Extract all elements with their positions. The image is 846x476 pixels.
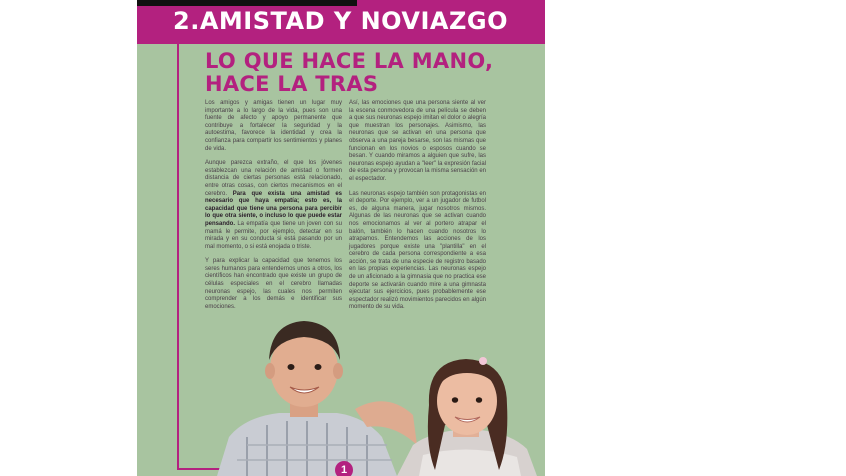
boy-figure (217, 321, 397, 476)
paragraph-intro: Aunque parezca extraño, el que los jóvenes establezcan una relación de amistad o formen distancia de ciertas personas está relacionado, entre otras cosas, con ciertos mecanismos en el cerebro. (205, 160, 342, 197)
paragraph: Los amigos y amigas tienen un lugar muy importante a lo largo de la vida, pues son una fuente de afecto y apoyo permanente que contribuye a fortalecer la seguridad y la autoestima, favorece la identidad y crea la confianza para compartir los sentimientos y planes de vida. (205, 100, 342, 152)
frame-line-left (177, 44, 179, 470)
paragraph: Las neuronas espejo también son protagonistas en el deporte. Por ejemplo, ver a un jugador de futbol es, de alguna manera, jugar nosotros mismos. Algunas de las neuronas que se activan cuando nos emocionamos al ver al portero atrapar el balón, también lo hacen cuando nosotros lo atrapamos. Entendemos las acciones de los jugadores porque existe una "plantilla" en el cerebro de cada persona correspondiente a esa acción, se trata de una especie de registro basado en las propias experiencias. Las neuronas espejo de un aficionado a la gimnasia que no practica ese deporte se activarán cuando mire a una gimnasta ejecutar sus ejercicios, pues probablemente ese espectador realizó movimientos parecidos en algún momento de su vida. (349, 190, 486, 311)
text-column-left (205, 100, 342, 318)
paragraph (205, 160, 342, 251)
page-number-badge: 1 (335, 461, 353, 476)
section-header-bar (137, 0, 545, 44)
paragraph-bold-text: Para que exista una amistad es necesario que haya empatía; esto es, la capacidad que tiene una persona para percibir lo que otra siente, o incluso lo que puede estar pensando. (205, 190, 342, 227)
paragraph: Así, las emociones que una persona siente al ver la escena conmovedora de una película se deben a que sus neuronas espejo imitan el dolor o alegría que muestran los personajes. Asimismo, las neuronas que se activan en una persona que observa a una pareja besarse, son las mismas que funcionan en los novios o esposos cuando se besan. Y cuando miramos a alguien que sufre, las neuronas espejo ayudan a "leer" la expresión facial de esta persona y provocan la misma sensación en el espectador. (349, 100, 486, 182)
children-photo (187, 305, 545, 476)
paragraph: Y para explicar la capacidad que tenemos los seres humanos para entendernos unos a otros, los científicos han encontrado que existe un grupo de células especiales en el cerebro llamadas neuronas espejo, las cuales nos permiten comprender a los demás e identificar sus emociones. (205, 258, 342, 310)
top-black-strip (137, 0, 357, 6)
text-column-right (349, 100, 486, 319)
headline-line-1: LO QUE HACE LA MANO, (205, 49, 494, 73)
paragraph-tail: La empatía que tiene un joven con su mamá le permite, por ejemplo, detectar en su mirada y en su conducta si está pasando por un mal momento, o si está enojada o triste. (205, 220, 342, 250)
section-title: 2.AMISTAD Y NOVIAZGO (173, 7, 509, 35)
headline-line-2: HACE LA TRAS (205, 72, 379, 96)
article-headline (205, 50, 493, 96)
girl-figure (397, 357, 537, 476)
magazine-page (137, 0, 545, 476)
